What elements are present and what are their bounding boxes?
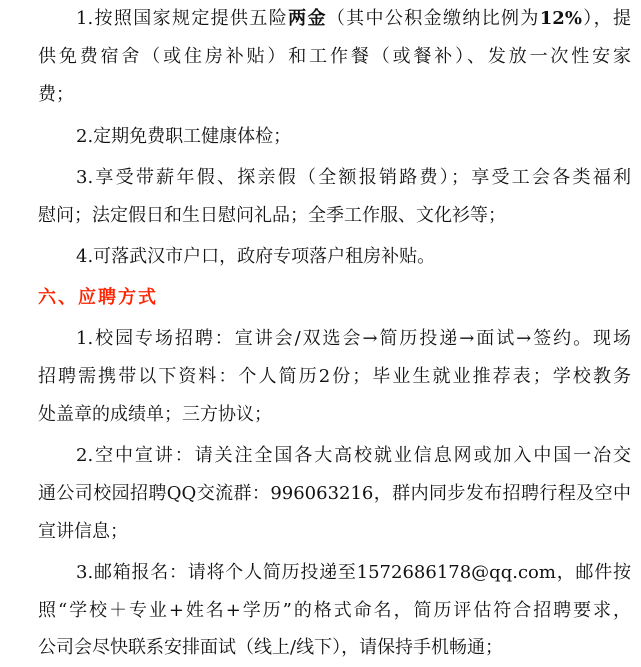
- apply-item-2-line-1: 2.空中宣讲：请关注全国各大高校就业信息网或加入中国一冶交: [76, 445, 631, 466]
- apply-item-3-line-3: 公司会尽快联系安排面试（线上/线下），请保持手机畅通；: [38, 637, 504, 658]
- apply-item-3-line-1: 3.邮箱报名：请将个人简历投递至1572686178@qq.com，邮件按: [76, 562, 631, 583]
- bold-text: 两金: [288, 8, 327, 29]
- apply-item-1-line-2: 招聘需携带以下资料：个人简历2份；毕业生就业推荐表；学校教务: [38, 366, 631, 387]
- benefit-item-3-line-2: 慰问；法定假日和生日慰问礼品；全季工作服、文化衫等；: [38, 205, 506, 226]
- text-run: （其中公积金缴纳比例为: [326, 8, 540, 29]
- benefit-item-3-line-1: 3.享受带薪年假、探亲假（全额报销路费）；享受工会各类福利: [76, 167, 631, 188]
- benefit-item-2: 2.定期免费职工健康体检；: [76, 126, 292, 147]
- text-run: ），提: [581, 8, 631, 29]
- apply-item-2-line-3: 宣讲信息；: [38, 521, 128, 542]
- text-run: 1.按照国家规定提供五险: [76, 8, 289, 29]
- apply-item-2-line-2: 通公司校园招聘QQ交流群：996063216，群内同步发布招聘行程及空中: [38, 483, 631, 504]
- bold-percent: 12%: [539, 8, 582, 29]
- apply-item-3-line-2: 照“学校＋专业+姓名+学历”的格式命名，简历评估符合招聘要求，: [38, 600, 631, 621]
- benefit-item-1-line-2: 供免费宿舍（或住房补贴）和工作餐（或餐补）、发放一次性安家: [38, 46, 631, 67]
- apply-item-1-line-1: 1.校园专场招聘：宣讲会/双选会→简历投递→面试→签约。现场: [76, 328, 631, 349]
- section-heading: 六、应聘方式: [38, 287, 158, 308]
- benefit-item-1-line-1: [0, 0, 641, 38]
- apply-item-1-line-3: 处盖章的成绩单；三方协议；: [38, 404, 272, 425]
- benefit-item-1-line-3: 费；: [38, 84, 74, 105]
- benefit-item-4: 4.可落武汉市户口，政府专项落户租房补贴。: [76, 246, 436, 267]
